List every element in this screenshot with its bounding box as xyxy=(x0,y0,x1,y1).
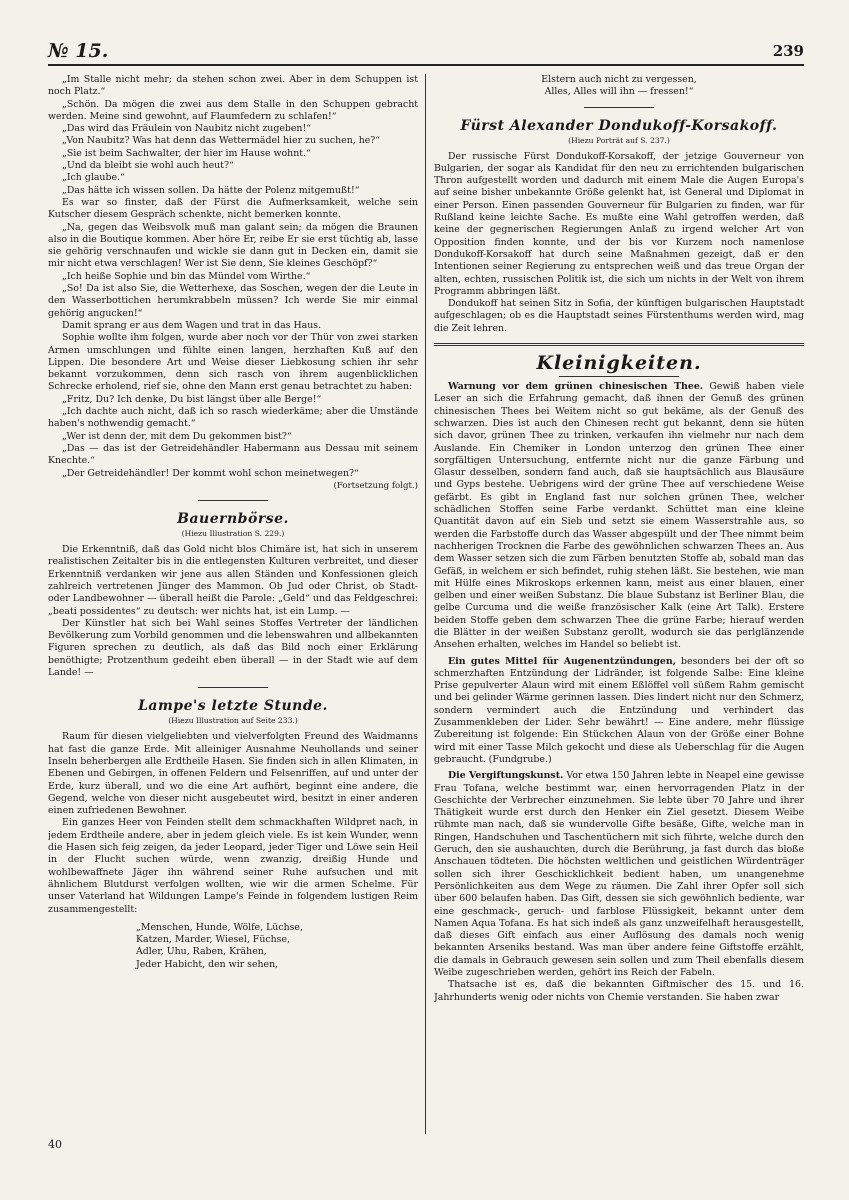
story-paragraph: Damit sprang er aus dem Wagen und trat in das Haus. xyxy=(62,319,322,331)
bauernboerse-paragraph: Der Künstler hat sich bei Wahl seines Stoffes Vertreter der ländlichen Bevölkerung zum Vorbild genommen und die lebenswahren und allbekannten Figuren sprechen zu deutlich, als daß das Bild noch einer Erklärung benöthigte; Protzenthum gedeiht eben überall — in der Stadt wie auf dem Lande! — xyxy=(48,617,418,679)
issue-number: № 15. xyxy=(48,40,109,62)
fuerst-title: Fürst Alexander Dondukoff-Korsakoff. xyxy=(460,117,778,134)
lampe-verse-continued xyxy=(434,74,804,99)
bauernboerse-note: (Hiezu Illustration S. 229.) xyxy=(181,529,285,539)
vergiftung-lead: Die Vergiftungskunst. xyxy=(448,770,564,782)
mittel-paragraph xyxy=(434,656,804,767)
bauernboerse-title: Bauernbörse. xyxy=(177,511,289,528)
story-paragraph: Es war so finster, daß der Fürst die Aufmerksamkeit, welche sein Kutscher diesem Gespräch schenkte, nicht bemerken konnte. xyxy=(48,196,418,221)
fuerst-paragraph: Der russische Fürst Dondukoff-Korsakoff, der jetzige Gouverneur von Bulgarien, der sogar als Kandidat für den neu zu errichtenden bulgarischen Thron aufgestellt worden und dadurch mit einem Male die Augen Europa's auf seine bisher unbekannte Größe gelenkt hat, ist General und Diplomat in einer Person. Einen passenden Gouverneur für Bulgarien zu finden, war für Rußland keine leichte Sache. Es mußte eine Wahl getroffen werden, daß keine der gegnerischen Regierungen Anlaß zu irgend welcher Art von Opposition finden konnte, und der bis vor Kurzem noch namenlose Dondukoff-Korsakoff hat durch seine Maßnahmen gezeigt, daß er den Intentionen seiner Regierung zu entsprechen weiß und das treue Organ der alten, echten, russischen Politik ist, die sich um nichts in der Welt von ihrem Programm abbringen läßt. xyxy=(434,150,804,297)
story-paragraph: „Von Naubitz? Was hat denn das Wettermädel hier zu suchen, he?“ xyxy=(62,135,381,147)
lampe-note: (Hiezu Illustration auf Seite 233.) xyxy=(168,716,298,726)
newspaper-page xyxy=(48,38,804,1168)
story-continuation xyxy=(48,74,418,492)
story-paragraph: „Das wird das Fräulein von Naubitz nicht zugeben!“ xyxy=(62,123,312,135)
story-paragraph: „Das hätte ich wissen sollen. Da hätte der Polenz mitgemußt!“ xyxy=(62,184,360,196)
story-paragraph: „Wer ist denn der, mit dem Du gekommen bist?“ xyxy=(62,430,292,442)
left-column xyxy=(48,74,418,1134)
bauernboerse-paragraph: Die Erkenntniß, daß das Gold nicht blos Chimäre ist, hat sich in unserem realistischen Zeitalter bis in die entlegensten Kulturen verbreitet, und dieser Erkenntniß verdanken wir jene aus allen Ständen und Konfessionen gleich zahlreich vertretenen Jünger des Mammon. Ob Jud oder Christ, ob Stadt- oder Landbewohner — überall heißt die Parole: „Geld“ und das Feldgeschrei: „beati possidentes“ zu deutsch: wer nichts hat, ist ein Lump. — xyxy=(48,544,418,617)
mittel-text: besonders bei der oft so schmerzhaften Entzündung der Lidränder, ist folgende Salbe: Eine kleine Prise gepulverter Alaun wird mit einem Eßlöffel voll süßem Rahm gemischt und bei gelinder Wärme gerinnen lassen. Dies lindert nicht nur den Schmerz, sondern vermindert auch die Entzündung und verhindert das Zusammenkleben der Lider. Sehr bewährt! — Eine andere, mehr flüssige Zubereitung ist folgende: Ein Stückchen Alaun von der Größe einer Bohne wird mit einer Tasse Milch gekocht und diese als Ueberschlag für die Augen gebraucht. (Fundgrube.) xyxy=(434,655,804,765)
verse-line: Katzen, Marder, Wiesel, Füchse, xyxy=(136,934,290,946)
vergiftung-paragraph-last: Thatsache ist es, daß die bekannten Giftmischer des 15. und 16. Jahrhunderts wenig oder nichts von Chemie verstanden. Sie haben zwar xyxy=(434,979,804,1003)
fuerst-paragraph: Dondukoff hat seinen Sitz in Sofia, der künftigen bulgarischen Hauptstadt aufgeschlagen; ob es die Hauptstadt seines Fürstenthums werden wird, mag die Zeit lehren. xyxy=(434,298,804,334)
vergiftung-text: Vor etwa 150 Jahren lebte in Neapel eine gewisse Frau Tofana, welche bestimmt war, einen hervorragenden Platz in der Geschichte der Verbrecher einzunehmen. Sie lebte über 70 Jahre und ihrer Thätigkeit wurde erst durch den Henker ein Ziel gesetzt. Diesem Weibe rühmte man nach, daß sie wundervolle Gifte besäße, Gifte, welche man in Ringen, Handschuhen und Taschentüchern mit sich führte, welche durch den Geruch, den sie aushauchten, durch die Berührung, ja fast durch das bloße Anschauen tödteten. Die höchsten weltlichen und geistlichen Würdenträger sollen sich ihrer Geschicklichkeit bedient haben, um unangenehme Persönlichkeiten aus dem Wege zu räumen. Die Zahl ihrer Opfer soll sich über 600 belaufen haben. Das Gift, dessen sie sich gewöhnlich bediente, war eine geschmack-, geruch- und farblose Flüssigkeit, bekannt unter dem Namen Aqua Tofana. Es hat sich indeß als ganz unzweifelhaft herausgestellt, daß dieses Gift einfach aus einer Auflösung des damals noch wenig bekannten Arseniks bestand. Was man über andere feine Giftstoffe erzählt, die damals in Gebrauch gewesen sein sollen und zum Theil ebenfalls diesem Weibe zugeschrieben werden, gehört ins Reich der Fabeln. xyxy=(434,770,804,978)
verse-line: „Menschen, Hunde, Wölfe, Lüchse, xyxy=(136,921,303,933)
section-divider xyxy=(584,107,654,108)
section-double-rule xyxy=(434,343,804,346)
column-divider xyxy=(425,74,426,1134)
story-paragraph: „Ich dachte auch nicht, daß ich so rasch wiederkäme; aber die Umstände haben's nothwendig gemacht.“ xyxy=(48,406,418,430)
story-paragraph: Sophie wollte ihm folgen, wurde aber noch vor der Thür von zwei starken Armen umschlungen und fühlte einen langen, herzhaften Kuß auf den Lippen. Die besondere Art und Weise dieser Liebkosung schien ihr sehr bekannt vorzukommen, denn sich rasch von ihrem augenblicklichen Schrecke erholend, rief sie, ohne den Mann erst genau betrachtet zu haben: xyxy=(48,332,418,393)
story-paragraph: „Fritz, Du? Ich denke, Du bist längst über alle Berge!“ xyxy=(62,393,322,405)
fuerst-note: (Hiezu Porträt auf S. 237.) xyxy=(568,135,670,145)
title-underline xyxy=(559,376,679,377)
vergiftung-paragraph xyxy=(434,770,804,979)
header-rule xyxy=(48,64,804,66)
lampe-paragraph: Ein ganzes Heer von Feinden stellt dem schmackhaften Wildpret nach, in jedem Erdtheile andere, aber in jedem gleich viele. Es ist kein Wunder, wenn die Hasen sich feig zeigen, da jeder Leopard, jeder Tiger und Löwe sein Heil in der Flucht suchen würde, wenn zwanzig, dreißig Hunde und wohlbewaffnete Jäger ihn während seiner Ruhe aufsuchen und mit ähnlichem Blutdurst verfolgen wollten, wie wir die armen Schelme. Für unser Vaterland hat Wildungen Lampe's Feinde in folgendem lustigen Reim zusammengestellt: xyxy=(48,817,418,915)
story-paragraph: „Im Stalle nicht mehr; da stehen schon zwei. Aber in dem Schuppen ist noch Platz.“ xyxy=(48,74,418,98)
right-column xyxy=(434,74,804,1134)
page-header xyxy=(48,38,804,62)
warnung-text: Gewiß haben viele Leser an sich die Erfahrung gemacht, daß ihnen der Genuß des grünen chinesischen Thees bei Weitem nicht so gut bekäme, als der Genuß des schwarzen. Dies ist auch den Chinesen recht gut bekannt, denn sie hüten sich davor, grünen Thee zu trinken, verkaufen ihn vielmehr nur nach dem Auslande. Ein Chemiker in London unterzog den grünen Thee einer sorgfältigen Untersuchung, entfernte nicht nur die ganze Färbung und Glasur desselben, sondern fand auch, daß sie hauptsächlich aus Blausäure und Gyps bestehe. Uebrigens wird der grüne Thee auf verschiedene Weise gefärbt. Es gibt in England fast nur solchen grünen Thee, welcher schädlichen Stoffen seine Farbe verdankt. Schüttet man eine kleine Quantität davon auf ein Sieb und setzt sie einem Wasserstrahle aus, so werden die Farbstoffe durch das Wasser abgespült und der Thee nimmt beim nachherigen Trocknen die Farbe des gewöhnlichen schwarzen Thees an. Aus dem Wasser setzen sich die zum Färben benutzten Stoffe ab, sobald man das Gefäß, in welchem er sich befindet, ruhig stehen läßt. Sie bestehen, wie man mit Hülfe eines Mikroskops erkennen kann, meist aus einer blauen, einer gelben und einer weißen Substanz. Die blaue Substanz ist Berliner Blau, die gelbe Curcuma und die weiße französischer Kalk (eine Art Talk). Erstere beiden Stoffe geben dem schwarzen Thee die grüne Farbe; hierauf werden die Blätter in der weißen Substanz gerollt, wodurch sie das perlglänzende Ansehen erhalten, welches im Handel so beliebt ist. xyxy=(434,381,804,651)
section-divider xyxy=(198,687,268,688)
warnung-lead: Warnung vor dem grünen chinesischen Thee. xyxy=(448,381,704,393)
mittel-lead: Ein gutes Mittel für Augenentzündungen, xyxy=(448,655,676,667)
page-number: 239 xyxy=(772,42,804,60)
story-paragraph: „Das — das ist der Getreidehändler Habermann aus Dessau mit seinem Knechte.“ xyxy=(48,442,418,467)
lampe-verse xyxy=(48,922,418,971)
verse-line: Jeder Habicht, den wir sehen, xyxy=(136,958,279,970)
story-paragraph: „Na, gegen das Weibsvolk muß man galant sein; da mögen die Braunen also in die Boutique kommen. Aber höre Er, reibe Er sie erst tüchtig ab, lasse sie gehörig verschnaufen und wickle sie dann gut in Decken ein, damit sie mir nicht etwa verschlagen! Wer ist Sie denn, Sie kleines Geschöpf?“ xyxy=(48,221,418,270)
footer-number: 40 xyxy=(48,1138,62,1151)
warnung-paragraph xyxy=(434,381,804,652)
section-divider xyxy=(198,500,268,501)
story-paragraph: „Schön. Da mögen die zwei aus dem Stalle in den Schuppen gebracht werden. Meine sind gewohnt, auf Flaumfedern zu schlafen!“ xyxy=(48,98,418,122)
story-paragraph: „So! Da ist also Sie, die Wetterhexe, das Soschen, wegen der die Leute in den Wasserbottichen herumkrabbeln müssen? Ich werde Sie mir einmal gehörig angucken!“ xyxy=(48,283,418,319)
story-paragraph: „Ich glaube.“ xyxy=(62,172,125,184)
story-paragraph: „Sie ist beim Sachwalter, der hier im Hause wohnt.“ xyxy=(62,147,311,159)
kleinigkeiten-title: Kleinigkeiten. xyxy=(536,352,702,375)
verse-line: Alles, Alles will ihn — fressen!“ xyxy=(544,86,694,98)
continued-note: (Fortsetzung folgt.) xyxy=(333,480,418,491)
verse-line: Elstern auch nicht zu vergessen, xyxy=(541,74,697,85)
verse-line: Adler, Uhu, Raben, Krähen, xyxy=(136,946,267,958)
story-paragraph: „Der Getreidehändler! Der kommt wohl schon meinetwegen?“ xyxy=(62,467,359,479)
story-paragraph: „Und da bleibt sie wohl auch heut?“ xyxy=(62,160,234,172)
story-paragraph: „Ich heiße Sophie und bin das Mündel vom Wirthe.“ xyxy=(62,270,311,282)
lampe-title: Lampe's letzte Stunde. xyxy=(138,698,328,715)
lampe-paragraph: Raum für diesen vielgeliebten und vielverfolgten Freund des Waidmanns hat fast die ganze Erde. Mit alleiniger Ausnahme Neuhollands und seiner Inseln beherbergen alle Erdtheile Hasen. Sie finden sich in allen Klimaten, in Ebenen und Gebirgen, in offenen Feldern und Felsenriffen, auf und unter der Erde, kurz überall, und wo die eine Art aufhört, beginnt eine andere, die Gegend, welche von dieser nicht ausgebeutet wird, besitzt in einer anderen einen zufriedenen Bewohner. xyxy=(48,731,418,817)
